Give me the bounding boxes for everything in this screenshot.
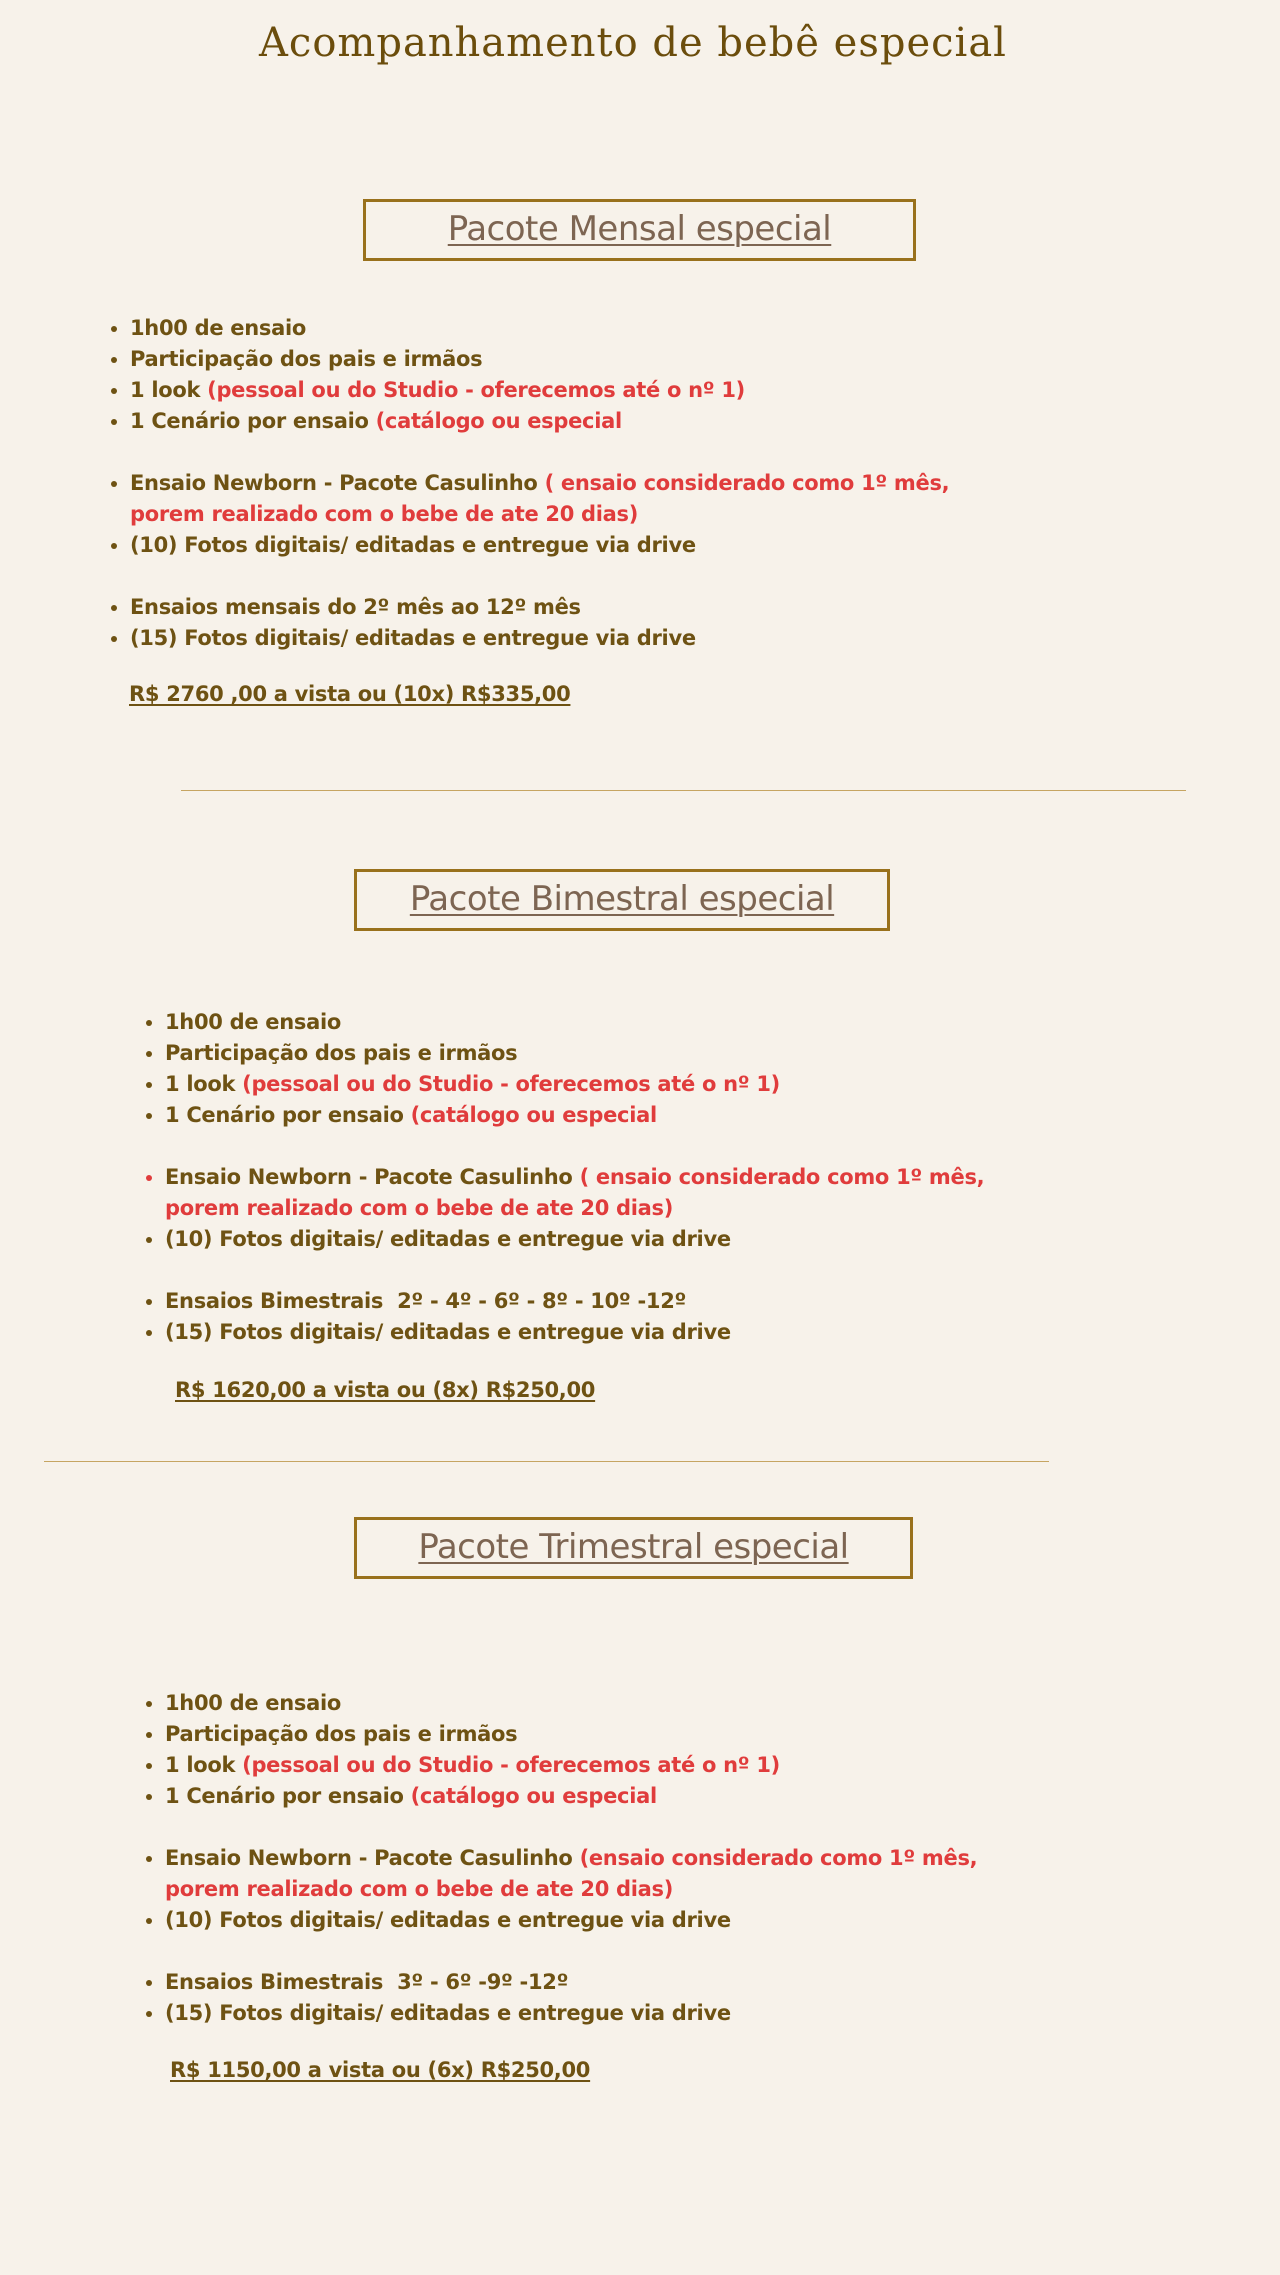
package-title-box <box>363 199 916 261</box>
list-item: • 1 Cenário por ensaio (catálogo ou especial <box>165 1781 1065 1812</box>
list-item: • (10) Fotos digitais/ editadas e entregue via drive <box>165 1905 1065 1936</box>
section-divider <box>181 790 1186 791</box>
list-item: • 1 look (pessoal ou do Studio - oferecemos até o nº 1) <box>165 1069 1065 1100</box>
package-title-box <box>354 869 890 931</box>
list-item: • Ensaios Bimestrais 3º - 6º -9º -12º <box>165 1967 1065 1998</box>
list-item: • 1 Cenário por ensaio (catálogo ou especial <box>165 1100 1065 1131</box>
package-feature-list <box>143 1688 1065 2029</box>
list-item: • Ensaio Newborn - Pacote Casulinho ( ensaio considerado como 1º mês, porem realizado com o bebe de ate 20 dias) <box>165 1162 1045 1224</box>
package-price: R$ 1150,00 a vista ou (6x) R$250,00 <box>170 2058 591 2082</box>
list-item: • 1h00 de ensaio <box>165 1688 1065 1719</box>
list-item: • Ensaios mensais do 2º mês ao 12º mês <box>130 592 1030 623</box>
list-item: • (15) Fotos digitais/ editadas e entregue via drive <box>165 1998 1065 2029</box>
list-item: • Participação dos pais e irmãos <box>165 1038 1065 1069</box>
list-item: • (10) Fotos digitais/ editadas e entregue via drive <box>130 530 1030 561</box>
list-item: • 1 Cenário por ensaio (catálogo ou especial <box>130 406 1030 437</box>
package-title: Pacote Mensal especial <box>447 209 832 249</box>
list-item: • 1h00 de ensaio <box>165 1007 1065 1038</box>
list-item: • 1 look (pessoal ou do Studio - oferecemos até o nº 1) <box>130 375 1030 406</box>
package-price: R$ 1620,00 a vista ou (8x) R$250,00 <box>175 1378 596 1402</box>
package-title-box <box>354 1517 913 1579</box>
list-item: • 1 look (pessoal ou do Studio - oferecemos até o nº 1) <box>165 1750 1065 1781</box>
package-title: Pacote Bimestral especial <box>409 879 835 919</box>
list-item: • Participação dos pais e irmãos <box>165 1719 1065 1750</box>
package-feature-list <box>108 313 1030 654</box>
list-item: • Participação dos pais e irmãos <box>130 344 1030 375</box>
list-item: • Ensaio Newborn - Pacote Casulinho (ensaio considerado como 1º mês, porem realizado com o bebe de ate 20 dias) <box>165 1843 1045 1905</box>
package-title: Pacote Trimestral especial <box>418 1527 849 1567</box>
list-item: • (15) Fotos digitais/ editadas e entregue via drive <box>130 623 1030 654</box>
list-item: • (10) Fotos digitais/ editadas e entregue via drive <box>165 1224 1065 1255</box>
list-item: • (15) Fotos digitais/ editadas e entregue via drive <box>165 1317 1065 1348</box>
list-item: • Ensaio Newborn - Pacote Casulinho ( ensaio considerado como 1º mês, porem realizado com o bebe de ate 20 dias) <box>130 468 1010 530</box>
package-price: R$ 2760 ,00 a vista ou (10x) R$335,00 <box>129 682 571 706</box>
list-item: • 1h00 de ensaio <box>130 313 1030 344</box>
list-item: • Ensaios Bimestrais 2º - 4º - 6º - 8º - 10º -12º <box>165 1286 1065 1317</box>
package-feature-list <box>143 1007 1065 1348</box>
page-title: Acompanhamento de bebê especial <box>259 20 1007 66</box>
section-divider <box>44 1461 1049 1462</box>
